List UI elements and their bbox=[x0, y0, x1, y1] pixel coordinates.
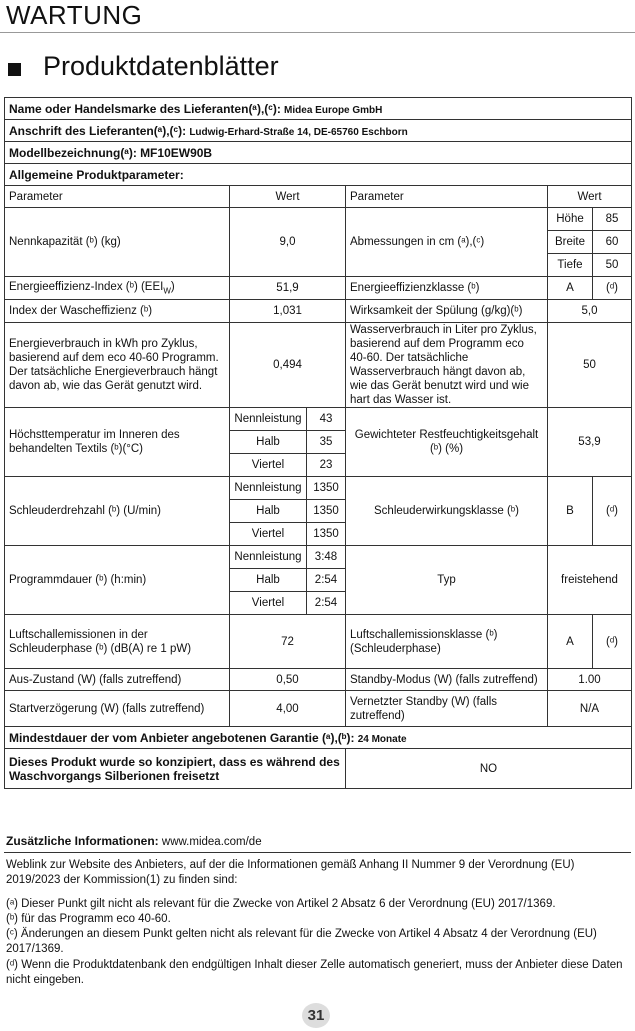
spin-rated-value: 1350 bbox=[307, 477, 346, 500]
type-label: Typ bbox=[346, 546, 548, 615]
off-mode-label: Aus-Zustand (W) (falls zutreffend) bbox=[5, 669, 230, 691]
dim-depth-label: Tiefe bbox=[548, 254, 593, 277]
wash-index-value: 1,031 bbox=[230, 300, 346, 323]
dim-width-value: 60 bbox=[593, 231, 632, 254]
noise-class-value: A bbox=[548, 615, 593, 669]
col-header-value-right: Wert bbox=[548, 186, 632, 208]
off-mode-value: 0,50 bbox=[230, 669, 346, 691]
duration-half-label: Halb bbox=[230, 569, 307, 592]
page-number: 31 bbox=[302, 1003, 330, 1028]
eei-label-cell bbox=[5, 277, 230, 300]
supplier-name-row bbox=[5, 98, 632, 120]
delay-start-label: Startverzögerung (W) (falls zutreffend) bbox=[5, 691, 230, 727]
temp-half-value: 35 bbox=[307, 431, 346, 454]
noise-value: 72 bbox=[230, 615, 346, 669]
product-data-table bbox=[4, 97, 632, 789]
energy-class-note: (ᵈ) bbox=[593, 277, 632, 300]
model-label: Modellbezeichnung(ᵃ): bbox=[9, 145, 137, 160]
duration-quarter-label: Viertel bbox=[230, 592, 307, 615]
standby-value: 1.00 bbox=[548, 669, 632, 691]
temp-quarter-value: 23 bbox=[307, 454, 346, 477]
model-value: MF10EW90B bbox=[140, 145, 213, 160]
spin-quarter-value: 1350 bbox=[307, 523, 346, 546]
supplier-name-label: Name oder Handelsmarke des Lieferanten bbox=[9, 101, 249, 116]
spin-class-note: (ᵈ) bbox=[593, 477, 632, 546]
spin-rated-label: Nennleistung bbox=[230, 477, 307, 500]
dim-width-label: Breite bbox=[548, 231, 593, 254]
spin-class-value: B bbox=[548, 477, 593, 546]
additional-info-label: Zusätzliche Informationen: bbox=[6, 834, 159, 848]
square-bullet-icon bbox=[8, 63, 21, 76]
network-standby-value: N/A bbox=[548, 691, 632, 727]
type-value: freistehend bbox=[548, 546, 632, 615]
supplier-address-refs: (ᵃ),(ᶜ): bbox=[153, 123, 187, 138]
spin-speed-label: Schleuderdrehzahl (ᵇ) (U/min) bbox=[5, 477, 230, 546]
duration-rated-value: 3:48 bbox=[307, 546, 346, 569]
program-duration-label: Programmdauer (ᵇ) (h:min) bbox=[5, 546, 230, 615]
network-standby-label: Vernetzter Standby (W) (falls zutreffend) bbox=[346, 691, 548, 727]
dim-depth-value: 50 bbox=[593, 254, 632, 277]
dimensions-label: Abmessungen in cm (ᵃ),(ᶜ) bbox=[346, 208, 548, 277]
temp-half-label: Halb bbox=[230, 431, 307, 454]
temp-rated-value: 43 bbox=[307, 408, 346, 431]
footer-divider bbox=[4, 852, 631, 853]
spin-half-label: Halb bbox=[230, 500, 307, 523]
delay-start-value: 4,00 bbox=[230, 691, 346, 727]
general-params-heading: Allgemeine Produktparameter: bbox=[5, 164, 632, 186]
col-header-param-right: Parameter bbox=[346, 186, 548, 208]
spin-half-value: 1350 bbox=[307, 500, 346, 523]
section-title: Produktdatenblätter bbox=[43, 51, 279, 81]
footnote-d: (ᵈ) Wenn die Produktdatenbank den endgültigen Inhalt dieser Zelle automatisch generiert, muss der Anbieter diese Daten nicht eingeben. bbox=[6, 959, 623, 986]
capacity-value: 9,0 bbox=[230, 208, 346, 277]
col-header-value-left: Wert bbox=[230, 186, 346, 208]
model-row bbox=[5, 142, 632, 164]
rinse-value: 5,0 bbox=[548, 300, 632, 323]
duration-rated-label: Nennleistung bbox=[230, 546, 307, 569]
noise-class-note: (ᵈ) bbox=[593, 615, 632, 669]
standby-label: Standby-Modus (W) (falls zutreffend) bbox=[346, 669, 548, 691]
silver-ions-value: NO bbox=[346, 749, 632, 789]
rinse-label: Wirksamkeit der Spülung (g/kg)(ᵇ) bbox=[346, 300, 548, 323]
dim-height-label: Höhe bbox=[548, 208, 593, 231]
energy-class-label: Energieeffizienzklasse (ᵇ) bbox=[346, 277, 548, 300]
water-consumption-value: 50 bbox=[548, 323, 632, 408]
temp-quarter-label: Viertel bbox=[230, 454, 307, 477]
moisture-value: 53,9 bbox=[548, 408, 632, 477]
supplier-name-value: Midea Europe GmbH bbox=[284, 104, 383, 116]
moisture-label: Gewichteter Restfeuchtigkeitsgehalt (ᵇ) (%) bbox=[346, 408, 548, 477]
col-header-param-left: Parameter bbox=[5, 186, 230, 208]
header-divider bbox=[0, 32, 635, 33]
supplier-address-row bbox=[5, 120, 632, 142]
section-heading bbox=[6, 48, 279, 84]
energy-class-value: A bbox=[548, 277, 593, 300]
page-header: WARTUNG bbox=[6, 0, 143, 30]
additional-info bbox=[6, 834, 630, 850]
duration-quarter-value: 2:54 bbox=[307, 592, 346, 615]
eei-subscript: W bbox=[163, 286, 171, 296]
duration-half-value: 2:54 bbox=[307, 569, 346, 592]
weblink-text: Weblink zur Website des Anbieters, auf der die Informationen gemäß Anhang II Nummer 9 der Verordnung (EU) 2019/2023 der Kommission(1) zu finden sind: bbox=[6, 859, 575, 886]
water-consumption-label: Wasserverbrauch in Liter pro Zyklus, basierend auf dem Programm eco 40-60. Der tatsächliche Wasserverbrauch hängt davon ab, wie das Gerät benutzt wird und wie hart das Wasser ist. bbox=[346, 323, 548, 408]
spin-class-label: Schleuderwirkungsklasse (ᵇ) bbox=[346, 477, 548, 546]
noise-class-label: Luftschallemissionsklasse (ᵇ) (Schleuderphase) bbox=[346, 615, 548, 669]
warranty-label: Mindestdauer der vom Anbieter angebotenen Garantie (ᵃ),(ᵇ): bbox=[9, 730, 355, 745]
supplier-address-label: Anschrift des Lieferanten bbox=[9, 123, 154, 138]
additional-info-url: www.midea.com/de bbox=[161, 836, 262, 848]
temp-rated-label: Nennleistung bbox=[230, 408, 307, 431]
energy-consumption-value: 0,494 bbox=[230, 323, 346, 408]
supplier-address-value: Ludwig-Erhard-Straße 14, DE-65760 Eschborn bbox=[189, 126, 408, 138]
footnote-a: (ᵃ) Dieser Punkt gilt nicht als relevant für die Zwecke von Artikel 2 Absatz 6 der Verordnung (EU) 2017/1369. bbox=[6, 898, 556, 910]
eei-value: 51,9 bbox=[230, 277, 346, 300]
warranty-row bbox=[5, 727, 632, 749]
wash-index-label: Index der Wascheffizienz (ᵇ) bbox=[5, 300, 230, 323]
silver-ions-label: Dieses Produkt wurde so konzipiert, dass es während des Waschvorgangs Silberionen freisetzt bbox=[5, 749, 346, 789]
spin-quarter-label: Viertel bbox=[230, 523, 307, 546]
footnote-c: (ᶜ) Änderungen an diesem Punkt gelten nicht als relevant für die Zwecke von Artikel 4 Absatz 4 der Verordnung (EU) 2017/1369. bbox=[6, 928, 597, 955]
eei-close: ) bbox=[170, 280, 175, 293]
footnote-b: (ᵇ) für das Programm eco 40-60. bbox=[6, 913, 171, 925]
dim-height-value: 85 bbox=[593, 208, 632, 231]
max-temp-label: Höchsttemperatur im Inneren des behandelten Textils (ᵇ)(°C) bbox=[5, 408, 230, 477]
capacity-label: Nennkapazität (ᵇ) (kg) bbox=[5, 208, 230, 277]
energy-consumption-label: Energieverbrauch in kWh pro Zyklus, basierend auf dem eco 40-60 Programm. Der tatsächliche Energieverbrauch hängt davon ab, wie das Gerät genutzt wird. bbox=[5, 323, 230, 408]
eei-label: Energieeffizienz-Index (ᵇ) (EEI bbox=[9, 280, 164, 293]
warranty-value: 24 Monate bbox=[357, 733, 407, 745]
noise-label: Luftschallemissionen in der Schleuderphase (ᵇ) (dB(A) re 1 pW) bbox=[5, 615, 230, 669]
supplier-name-refs: (ᵃ),(ᶜ): bbox=[248, 101, 281, 116]
